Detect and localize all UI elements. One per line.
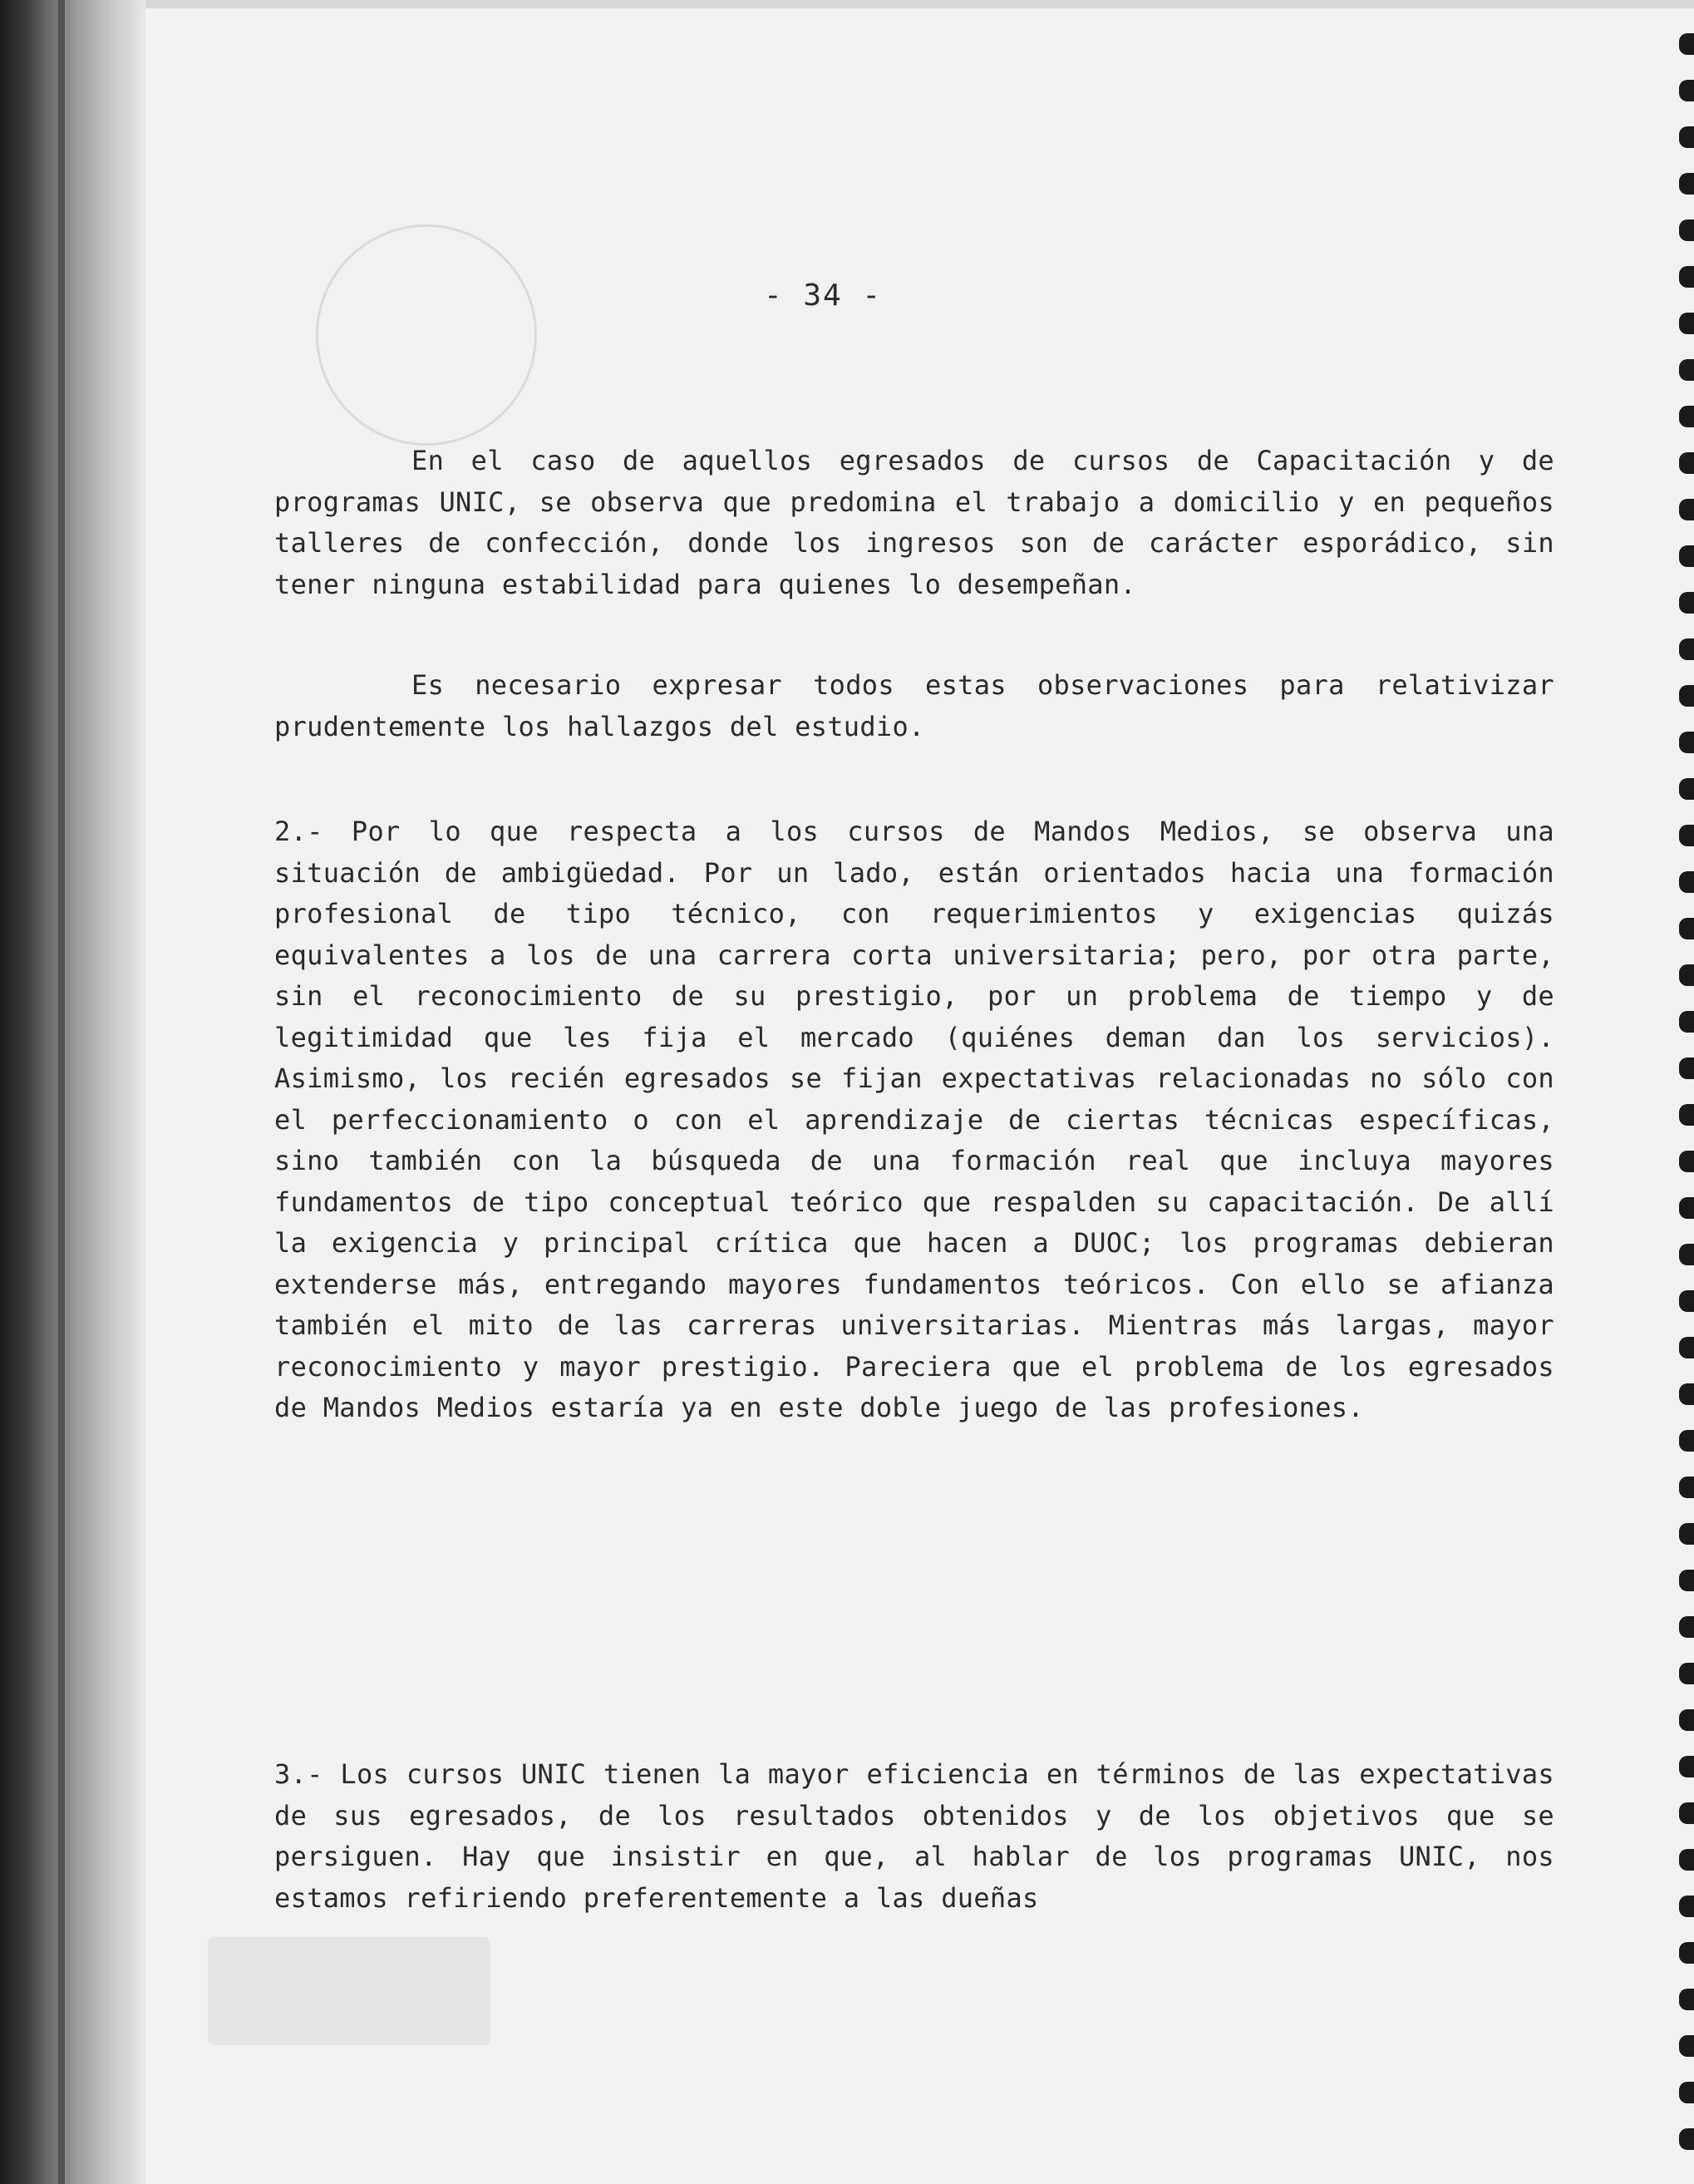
spiral-ring — [1679, 1802, 1694, 1824]
spiral-ring — [1679, 1523, 1694, 1545]
spiral-ring — [1679, 1616, 1694, 1638]
spiral-ring — [1679, 732, 1694, 753]
spiral-ring — [1679, 2128, 1694, 2150]
spiral-ring — [1679, 313, 1694, 334]
spiral-ring — [1679, 1383, 1694, 1405]
spiral-ring — [1679, 638, 1694, 660]
spiral-ring — [1679, 1570, 1694, 1591]
spiral-ring — [1679, 359, 1694, 381]
paragraph-observaciones: Es necesario expresar todos estas observaciones para relativizar prudentemente los hallazgos del estudio. — [274, 669, 1554, 742]
spiral-ring — [1679, 1011, 1694, 1033]
spiral-ring — [1679, 918, 1694, 939]
spiral-ring — [1679, 1942, 1694, 1964]
binding-stripe — [58, 0, 65, 2184]
spiral-ring — [1679, 1709, 1694, 1731]
spiral-ring — [1679, 1337, 1694, 1358]
spiral-ring — [1679, 1290, 1694, 1312]
spiral-ring — [1679, 778, 1694, 800]
spiral-ring — [1679, 499, 1694, 520]
spiral-ring — [1679, 1151, 1694, 1172]
spiral-ring — [1679, 592, 1694, 614]
spiral-ring — [1679, 126, 1694, 148]
spiral-ring — [1679, 1057, 1694, 1079]
paragraph-capacitacion-unic: En el caso de aquellos egresados de cursos de Capacitación y de programas UNIC, se observa que predomina el trabajo a domicilio y en pequeños talleres de confección, donde los ingresos son de carácter esporádico, sin tener ninguna estabilidad para quienes lo desempeñan. — [274, 445, 1554, 600]
spiral-ring — [1679, 1663, 1694, 1684]
spiral-ring — [1679, 80, 1694, 101]
spiral-ring — [1679, 545, 1694, 567]
spiral-ring — [1679, 1756, 1694, 1777]
spiral-ring — [1679, 2082, 1694, 2103]
spiral-ring — [1679, 1197, 1694, 1219]
document-page — [274, 0, 1571, 2184]
spiral-ring — [1679, 1849, 1694, 1871]
spiral-ring — [1679, 871, 1694, 893]
spiral-ring — [1679, 1244, 1694, 1265]
spiral-ring — [1679, 33, 1694, 55]
binding-shadow — [0, 0, 145, 2184]
spiral-ring — [1679, 825, 1694, 846]
spiral-ring — [1679, 406, 1694, 427]
spiral-ring — [1679, 1430, 1694, 1452]
spiral-ring — [1679, 2035, 1694, 2057]
spiral-ring — [1679, 173, 1694, 195]
spiral-ring — [1679, 1477, 1694, 1498]
page-number: - 34 - — [763, 279, 883, 313]
spiral-ring — [1679, 1104, 1694, 1126]
spiral-ring — [1679, 964, 1694, 986]
spiral-ring — [1679, 266, 1694, 288]
spiral-ring — [1679, 452, 1694, 474]
spiral-ring — [1679, 1989, 1694, 2010]
paragraph-cursos-unic: 3.- Los cursos UNIC tienen la mayor eficiencia en términos de las expectativas de sus egresados, de los resultados obtenidos y de los objetivos que se persiguen. Hay que insistir en que, al hablar de los programas UNIC, nos estamos refiriendo preferentemente a las dueñas — [274, 1758, 1554, 1914]
spiral-ring — [1679, 685, 1694, 707]
spiral-ring — [1679, 1896, 1694, 1917]
paragraph-mandos-medios: 2.- Por lo que respecta a los cursos de Mandos Medios, se observa una situación de ambigüedad. Por un lado, están orientados hacia una formación profesional de tipo técnico, con requerimientos y exigencias quizás equivalentes a los de una carrera corta universitaria; pero, por otra parte, sin el reconocimiento de su prestigio, por un problema de tiempo y de legitimidad que les fija el mercado (quiénes deman dan los servicios). Asimismo, los recién egresados se fijan expectativas relacionadas no sólo con el perfeccionamiento o con el aprendizaje de ciertas técnicas específicas, sino también con la búsqueda de una formación real que incluya mayores fundamentos de tipo conceptual teórico que respalden su capacitación. De allí la exigencia y principal crítica que hacen a DUOC; los programas debieran extenderse más, entregando mayores fundamentos teóricos. Con ello se afianza también el mito de las carreras universitarias. Mientras más largas, mayor reconocimiento y mayor prestigio. Pareciera que el problema de los egresados de Mandos Medios estaría ya en este doble juego de las profesiones. — [274, 816, 1554, 1423]
spiral-ring — [1679, 219, 1694, 241]
spiral-binding — [1674, 0, 1694, 2184]
